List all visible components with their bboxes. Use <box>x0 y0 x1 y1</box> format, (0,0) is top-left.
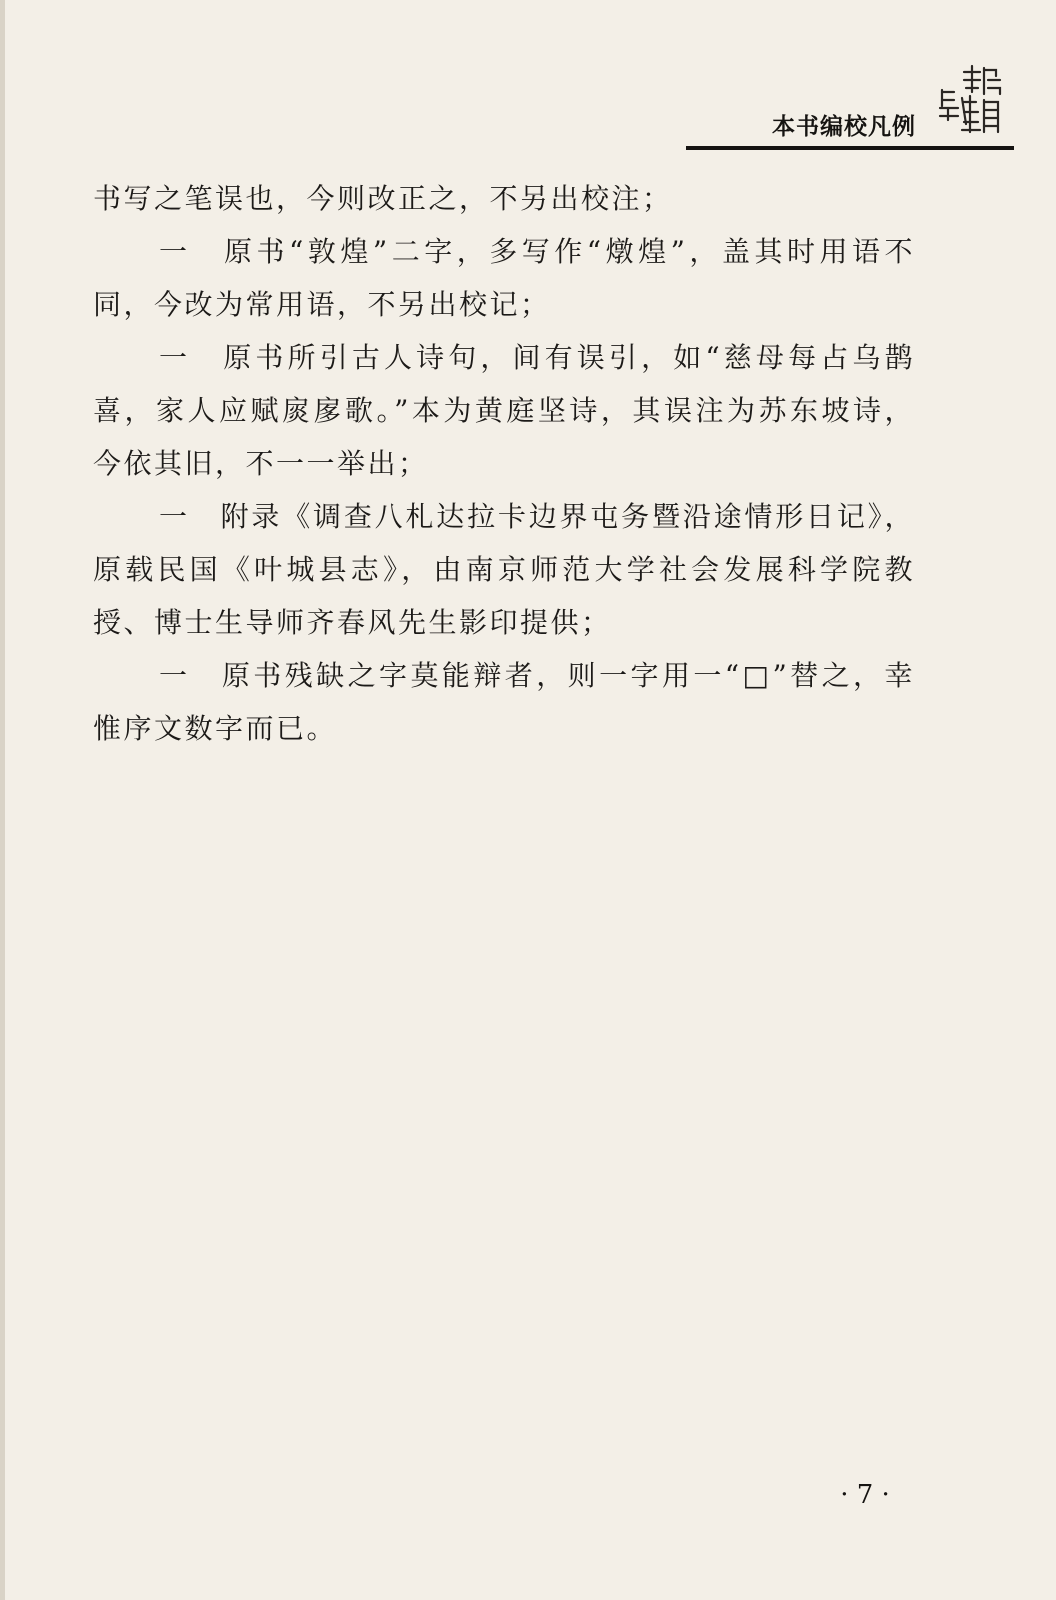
page-edge <box>0 0 5 1600</box>
paragraph-item-poetry: 一 原书所引古人诗句，间有误引，如“慈母每占乌鹊喜，家人应赋扊扅歌。”本为黄庭坚诗，其误注为苏东坡诗，今依其旧，不一一举出； <box>93 341 915 480</box>
paragraph-item-missing-chars: 一 原书残缺之字莫能辩者，则一字用一“□”替之，幸惟序文数字而已。 <box>93 659 915 745</box>
running-head-rule <box>686 146 1014 150</box>
body-text <box>93 172 915 755</box>
paragraph-item-appendix: 一 附录《调查八札达拉卡边界屯务暨沿途情形日记》，原载民国《叶城县志》，由南京师范大学社会发展科学院教授、博士生导师齐春风先生影印提供； <box>93 500 915 639</box>
page-number: · 7 · <box>840 1480 890 1510</box>
paragraph-continued: 书写之笔误也，今则改正之，不另出校注； <box>93 182 673 215</box>
series-seal-logo <box>936 62 1004 136</box>
running-head-title: 本书编校凡例 <box>772 114 916 140</box>
paragraph-item-dunhuang: 一 原书“敦煌”二字，多写作“燉煌”，盖其时用语不同，今改为常用语，不另出校记； <box>93 235 915 321</box>
